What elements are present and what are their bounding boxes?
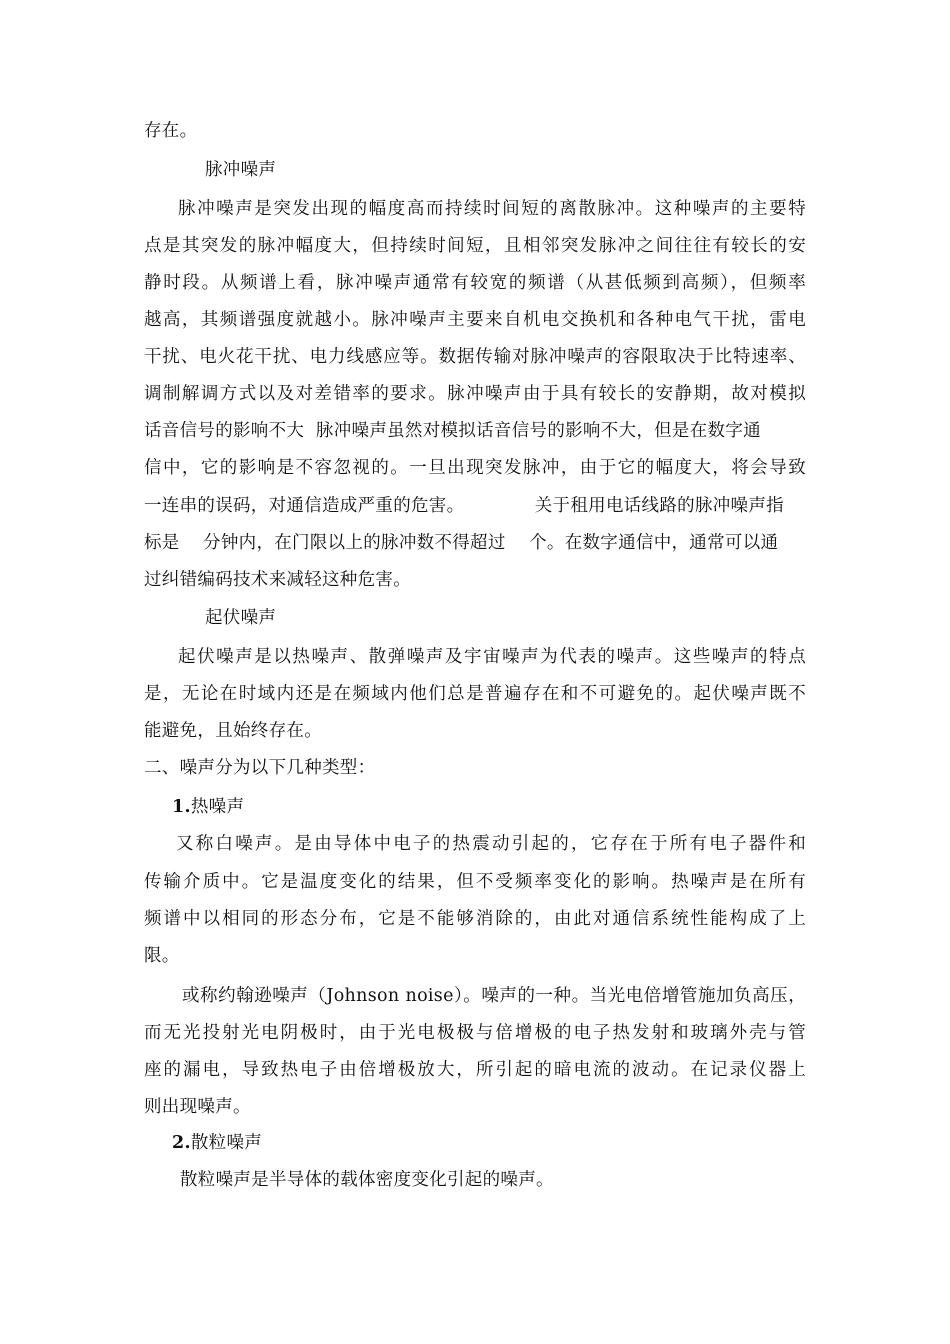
text-line: 话音信号的影响不大 脉冲噪声虽然对模拟话音信号的影响不大，但是在数字通 (144, 421, 761, 441)
text-line: 则出现噪声。 (144, 1097, 251, 1117)
subheading-label: 热噪声 (190, 797, 245, 817)
text-line: 点是其突发的脉冲幅度大，但持续时间短，且相邻突发脉冲之间往往有较长的安 (144, 236, 806, 256)
text-line: 过纠错编码技术来减轻这种危害。 (144, 570, 411, 590)
subheading-number: 2. (172, 1133, 191, 1153)
text-line: 脉冲噪声是突发出现的幅度高而持续时间短的离散脉冲。这种噪声的主要特 (178, 199, 806, 219)
subheading-thermal-noise (172, 795, 472, 819)
subheading-number: 1. (172, 797, 191, 817)
text-line: 起伏噪声是以热噪声、散弹噪声及宇宙噪声为代表的噪声。这些噪声的特点 (178, 647, 806, 667)
text-line: 能避免，且始终存在。 (144, 721, 322, 741)
text-line: 而无光投射光电阴极时，由于光电极极与倍增极的电子热发射和玻璃外壳与管 (144, 1023, 806, 1043)
text-line: 信中，它的影响是不容忽视的。一旦出现突发脉冲，由于它的幅度大，将会导致 (144, 458, 806, 478)
text-line: 座的漏电，导致热电子由倍增极放大，所引起的暗电流的波动。在记录仪器上 (144, 1060, 806, 1080)
text-line: 干扰、电火花干扰、电力线感应等。数据传输对脉冲噪声的容限取决于比特速率、 (144, 347, 806, 367)
subheading-shot-noise (172, 1131, 472, 1155)
text-line: 频谱中以相同的形态分布，它是不能够消除的，由此对通信系统性能构成了上 (144, 909, 806, 929)
text-line: 又称白噪声。是由导体中电子的热震动引起的，它存在于所有电子器件和 (176, 834, 806, 854)
text-line: 一连串的误码，对通信造成严重的危害。 关于租用电话线路的脉冲噪声指 (144, 496, 784, 516)
text-line: 是，无论在时域内还是在频域内他们总是普遍存在和不可避免的。起伏噪声既不 (144, 684, 806, 704)
text-line: 越高，其频谱强度就越小。脉冲噪声主要来自机电交换机和各种电气干扰，雷电 (144, 310, 806, 330)
section-heading-fluctuation-noise: 起伏噪声 (205, 608, 277, 628)
text-line: 存在。 (144, 121, 198, 141)
subheading-label: 散粒噪声 (190, 1133, 263, 1153)
text-line: 限。 (144, 946, 180, 966)
section-heading-impulse-noise: 脉冲噪声 (205, 160, 277, 180)
text-line: 调制解调方式以及对差错率的要求。脉冲噪声由于具有较长的安静期，故对模拟 (144, 384, 806, 404)
text-line: 静时段。从频谱上看，脉冲噪声通常有较宽的频谱（从甚低频到高频），但频率 (144, 273, 806, 293)
section-heading-noise-types: 二、噪声分为以下几种类型： (144, 758, 376, 778)
text-line: 或称约翰逊噪声（Johnson noise）。噪声的一种。当光电倍增管施加负高压， (182, 986, 806, 1006)
text-line: 传输介质中。它是温度变化的结果，但不受频率变化的影响。热噪声是在所有 (144, 872, 806, 892)
text-line: 散粒噪声是半导体的载体密度变化引起的噪声。 (180, 1170, 554, 1190)
text-line: 标是 分钟内，在门限以上的脉冲数不得超过 个。在数字通信中，通常可以通 (144, 533, 779, 553)
